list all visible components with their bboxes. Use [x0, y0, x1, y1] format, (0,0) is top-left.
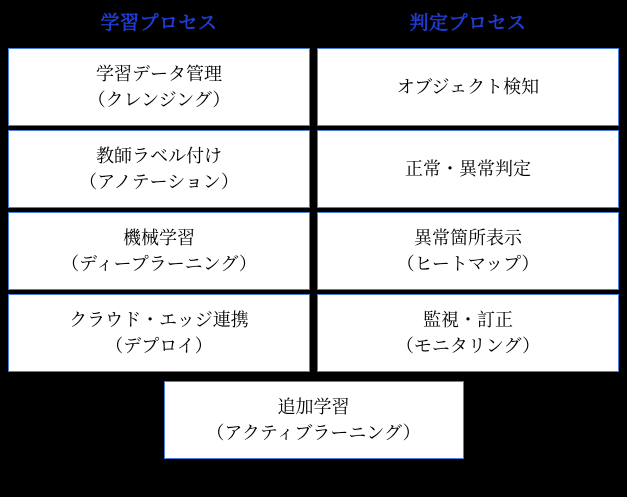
bottom-row: [0, 376, 627, 459]
process-box-judgement-4: [317, 294, 619, 372]
process-box-line1: 監視・訂正: [423, 309, 513, 330]
process-box-line2: （ヒートマップ）: [396, 254, 540, 274]
process-box-line2: （アノテーション）: [79, 172, 239, 192]
process-box-judgement-2: [317, 130, 619, 208]
column-learning-process: [8, 0, 310, 376]
process-box-line1: 異常箇所表示: [414, 227, 522, 248]
process-box-learning-3: [8, 212, 310, 290]
process-box-line1: 学習データ管理: [96, 63, 222, 84]
process-box-judgement-1: [317, 48, 619, 126]
process-box-learning-1: [8, 48, 310, 126]
process-box-line1: 教師ラベル付け: [96, 145, 222, 166]
column-judgement-process: [317, 0, 619, 376]
process-box-line1: クラウド・エッジ連携: [69, 309, 249, 330]
process-box-judgement-3: [317, 212, 619, 290]
process-box-line1: 正常・異常判定: [405, 158, 531, 179]
column-header-judgement: 判定プロセス: [409, 13, 527, 34]
process-box-line1: 機械学習: [123, 227, 195, 248]
process-box-line2: （デプロイ）: [105, 336, 213, 356]
process-box-line1: 追加学習: [277, 396, 350, 417]
process-box-line2: （ディープラーニング）: [61, 254, 257, 274]
process-box-learning-2: [8, 130, 310, 208]
process-box-learning-4: [8, 294, 310, 372]
process-box-line1: オブジェクト検知: [396, 76, 540, 97]
process-box-line2: （アクティブラーニング）: [206, 423, 421, 443]
process-box-line2: （クレンジング）: [87, 90, 231, 110]
column-header-learning: 学習プロセス: [100, 13, 218, 34]
process-box-additional-learning: [164, 381, 464, 459]
process-box-line2: （モニタリング）: [395, 336, 541, 356]
